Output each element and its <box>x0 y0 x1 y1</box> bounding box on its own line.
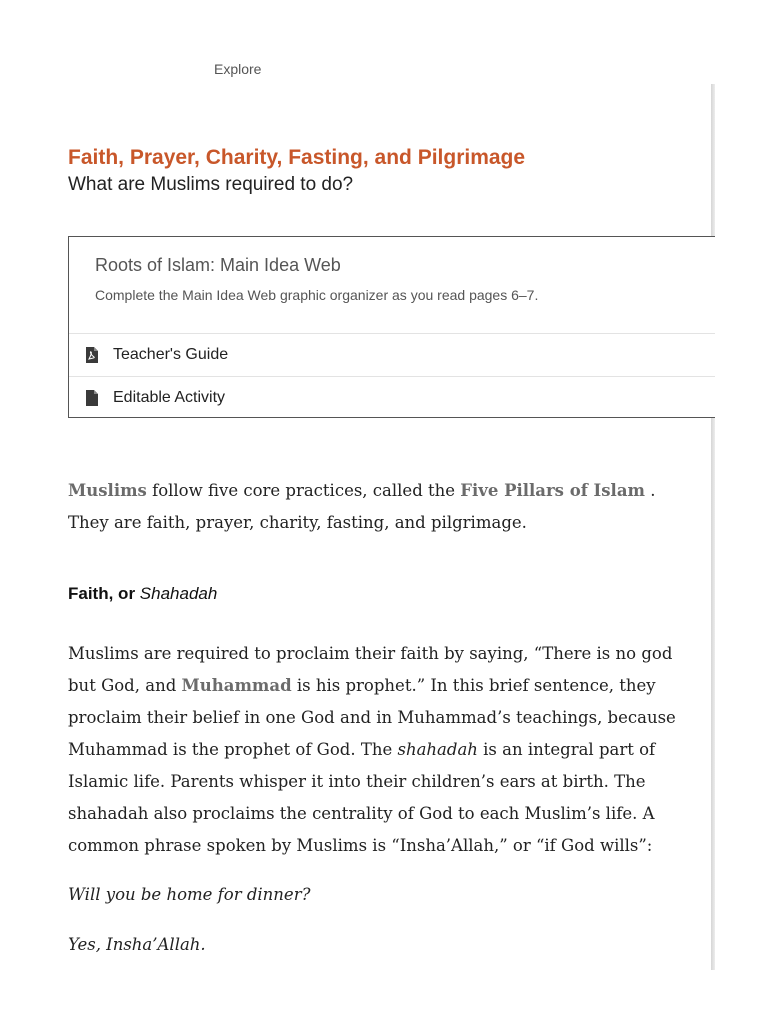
document-icon <box>85 390 99 406</box>
glossary-term-muslims[interactable]: Muslims <box>68 480 147 500</box>
quote-question: Will you be home for dinner? <box>68 884 311 904</box>
editable-activity-label[interactable]: Editable Activity <box>113 389 226 406</box>
faith-heading: Faith, or Shahadah <box>68 584 218 603</box>
teachers-guide-label[interactable]: Teacher's Guide <box>113 346 229 363</box>
activity-description: Complete the Main Idea Web graphic organizer as you read pages 6–7. <box>95 287 539 303</box>
glossary-term-five-pillars[interactable]: Five Pillars of Islam <box>460 480 645 500</box>
section-question: What are Muslims required to do? <box>68 174 354 195</box>
intro-paragraph: Muslims follow five core practices, called the Five Pillars of Islam . They are faith, prayer, charity, fasting, and pilgrimage. <box>68 480 656 532</box>
teachers-guide-link[interactable] <box>69 333 715 376</box>
editable-activity-link[interactable] <box>69 376 715 419</box>
section-header <box>68 144 708 198</box>
activity-title: Roots of Islam: Main Idea Web <box>95 255 341 275</box>
section-title: Faith, Prayer, Charity, Fasting, and Pilgrimage <box>68 146 526 169</box>
explore-link[interactable]: Explore <box>214 61 262 77</box>
pdf-file-icon <box>85 347 99 363</box>
glossary-term-muhammad[interactable]: Muhammad <box>181 675 292 695</box>
scrollbar[interactable] <box>711 84 715 970</box>
activity-card <box>68 236 715 418</box>
quote-answer: Yes, Insha’Allah. <box>68 934 206 954</box>
faith-paragraph: Muslims are required to proclaim their faith by saying, “There is no god but God, and Muhammad is his prophet.” In this brief sentence, they proclaim their belief in one God and in Muhammad’s teachings, because Muhammad is the prophet of God. The shahadah is an integral part of Islamic life. Parents whisper it into their children’s ears at birth. The shahadah also proclaims the centrality of God to each Muslim’s life. A common phrase spoken by Muslims is “Insha’Allah,” or “if God wills”: <box>68 643 676 855</box>
